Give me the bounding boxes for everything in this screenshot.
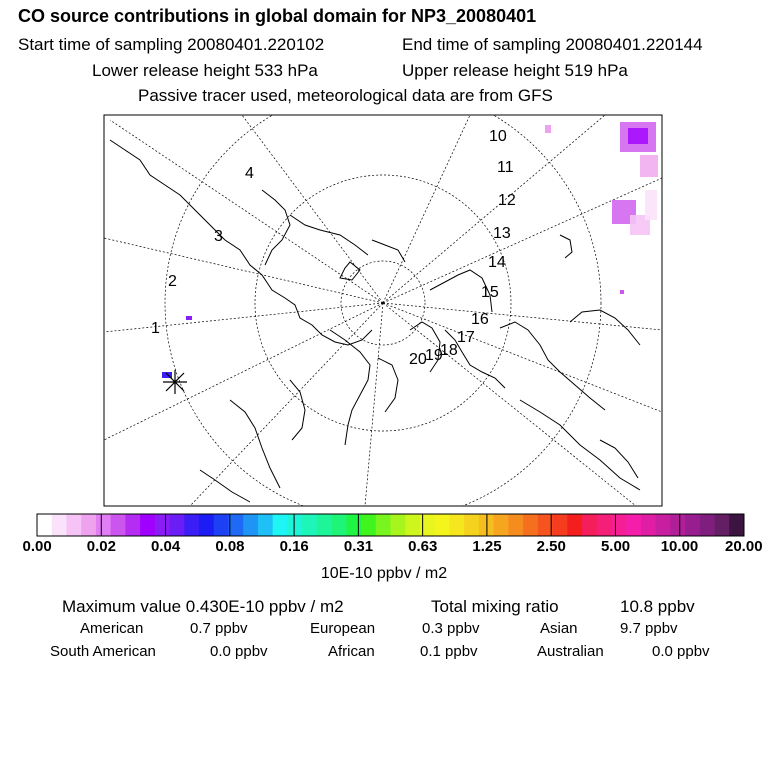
end-time: End time of sampling 20080401.220144 [402, 35, 703, 54]
colorbar-cell [685, 514, 700, 536]
colorbar-cell [656, 514, 671, 536]
colorbar-cell [199, 514, 214, 536]
day-label: 20 [409, 351, 427, 368]
colorbar-tick-label: 0.63 [408, 538, 438, 555]
region-name: Australian [537, 643, 604, 660]
colorbar-cell [567, 514, 582, 536]
colorbar-cell [273, 514, 288, 536]
colorbar-tick-label: 2.50 [536, 538, 566, 555]
start-time: Start time of sampling 20080401.220102 [18, 35, 325, 54]
day-label: 19 [425, 347, 443, 364]
colorbar-tick-label: 0.08 [215, 538, 245, 555]
colorbar-cell [332, 514, 347, 536]
colorbar-cell [582, 514, 597, 536]
colorbar-cell [81, 514, 96, 536]
colorbar-tick-label: 0.31 [343, 538, 374, 555]
region-value: 9.7 ppbv [620, 620, 678, 637]
colorbar-cell [715, 514, 730, 536]
colorbar-cell [111, 514, 126, 536]
total-mixing-ratio-label: Total mixing ratio [431, 597, 559, 616]
day-label: 2 [168, 273, 177, 290]
colorbar-cell [553, 514, 568, 536]
lower-release-height: Lower release height 533 hPa [92, 61, 318, 80]
colorbar-cell [228, 514, 243, 536]
colorbar-cell [391, 514, 406, 536]
colorbar-tick-label: 10.00 [660, 538, 699, 555]
colorbar-cell [597, 514, 612, 536]
day-label: 10 [489, 128, 507, 145]
colorbar-cell [611, 514, 626, 536]
colorbar-cell [700, 514, 715, 536]
region-value: 0.0 ppbv [652, 643, 710, 660]
colorbar-cell [258, 514, 273, 536]
region-value: 0.3 ppbv [422, 620, 480, 637]
colorbar-cell [494, 514, 509, 536]
day-label: 17 [457, 329, 475, 346]
region-value: 0.7 ppbv [190, 620, 248, 637]
day-label: 12 [498, 192, 516, 209]
data-source-note: Passive tracer used, meteorological data are from GFS [138, 86, 553, 105]
colorbar-cell [302, 514, 317, 536]
region-name: Asian [540, 620, 578, 637]
total-mixing-ratio-value: 10.8 ppbv [620, 597, 695, 616]
maximum-value: Maximum value 0.430E-10 ppbv / m2 [62, 597, 344, 616]
day-label: 14 [488, 254, 506, 271]
day-label: 15 [481, 284, 499, 301]
colorbar-cell [125, 514, 140, 536]
colorbar-cell [376, 514, 391, 536]
day-label: 11 [497, 159, 514, 176]
upper-release-height: Upper release height 519 hPa [402, 61, 628, 80]
colorbar-cell [346, 514, 361, 536]
region-name: African [328, 643, 375, 660]
colorbar-tick-label: 0.04 [151, 538, 181, 555]
colorbar-tick-label: 0.16 [279, 538, 309, 555]
day-label: 16 [471, 311, 489, 328]
colorbar-cell [523, 514, 538, 536]
colorbar-cell [449, 514, 464, 536]
colorbar-tick-label: 0.00 [22, 538, 52, 555]
colorbar-cell [155, 514, 170, 536]
region-value: 0.1 ppbv [420, 643, 478, 660]
region-name: South American [50, 643, 156, 660]
colorbar-cell [405, 514, 420, 536]
colorbar-cell [243, 514, 258, 536]
colorbar-cell [317, 514, 332, 536]
day-label: 13 [493, 225, 511, 242]
colorbar-tick-label: 1.25 [472, 538, 502, 555]
colorbar-cell [464, 514, 479, 536]
colorbar-cell [140, 514, 155, 536]
region-value: 0.0 ppbv [210, 643, 268, 660]
colorbar-tick-label: 0.02 [86, 538, 116, 555]
colorbar-cell [729, 514, 744, 536]
colorbar-tick-label: 5.00 [600, 538, 631, 555]
colorbar-cell [508, 514, 523, 536]
day-label: 1 [151, 320, 160, 337]
colorbar-unit: 10E-10 ppbv / m2 [320, 565, 448, 582]
colorbar-tick-label: 20.00 [725, 538, 763, 555]
day-label: 18 [440, 342, 458, 359]
colorbar-cell [287, 514, 302, 536]
colorbar-cell [184, 514, 199, 536]
plot-title: CO source contributions in global domain for NP3_20080401 [18, 6, 537, 26]
colorbar-cell [66, 514, 81, 536]
colorbar-cell [214, 514, 229, 536]
region-name: American [80, 620, 144, 637]
colorbar-cell [37, 514, 52, 536]
colorbar-cell [626, 514, 641, 536]
colorbar-cell [52, 514, 67, 536]
colorbar-cell [435, 514, 450, 536]
region-name: European [310, 620, 376, 637]
day-label: 4 [245, 165, 254, 182]
colorbar-cell [361, 514, 376, 536]
colorbar-cell [670, 514, 685, 536]
colorbar-cell [96, 514, 111, 536]
colorbar-cell [641, 514, 656, 536]
colorbar-cell [170, 514, 185, 536]
day-label: 3 [214, 228, 223, 245]
